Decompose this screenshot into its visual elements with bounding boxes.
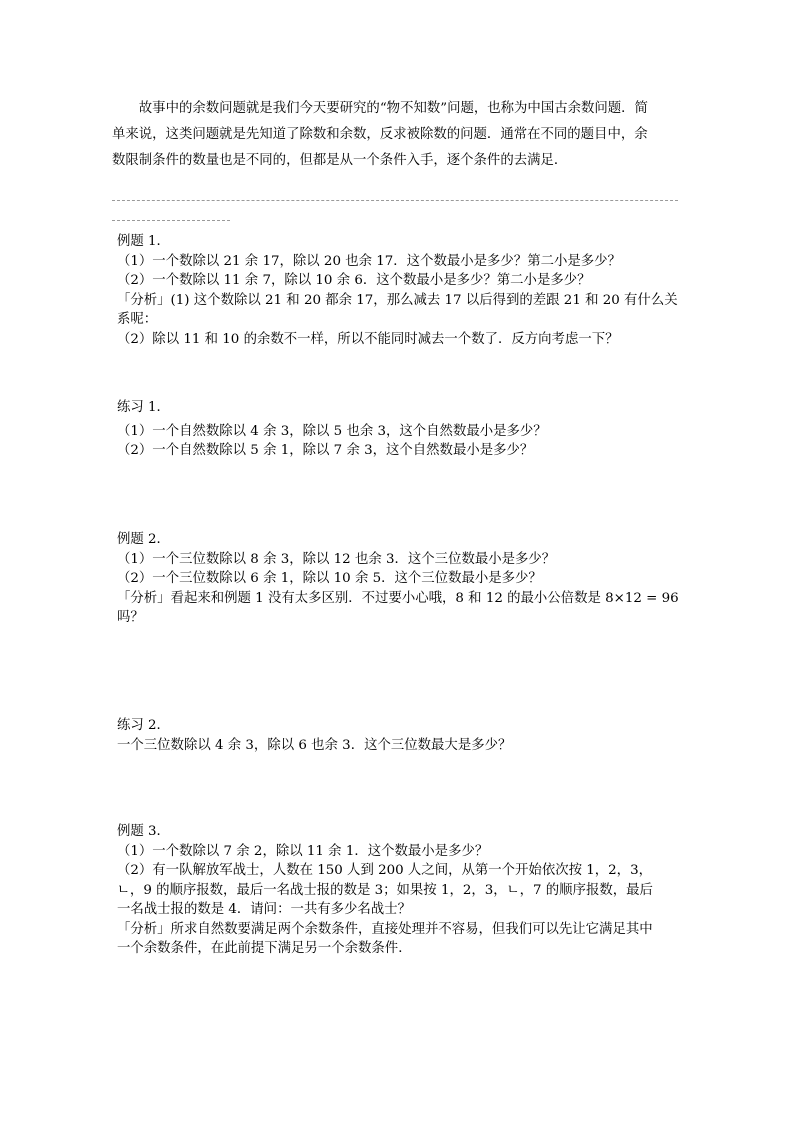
example-3-question-2-line-1: （2）有一队解放军战士，人数在 150 人到 200 人之间，从第一个开始依次按 1，2，3， bbox=[117, 863, 652, 878]
dashed-divider-short bbox=[112, 220, 230, 221]
practice-1-question-1: （1）一个自然数除以 4 余 3，除以 5 也余 3，这个自然数最小是多少？ bbox=[117, 423, 547, 439]
example-2-analysis-line-2: 吗？ bbox=[117, 610, 144, 625]
example-3-question-2-line-2: ㄴ，9 的顺序报数，最后一名战士报的数是 3；如果按 1，2，3，ㄴ，7 的顺序报数，最后 bbox=[117, 882, 653, 898]
practice-2-title: 练习 2． bbox=[117, 718, 170, 733]
practice-1-question-2: （2）一个自然数除以 5 余 1，除以 7 余 3，这个自然数最小是多少？ bbox=[117, 443, 534, 458]
practice-1-title: 练习 1． bbox=[117, 400, 170, 415]
example-1-analysis-line-1: 「分析」(1) 这个数除以 21 和 20 都余 17，那么减去 17 以后得到的差跟 21 和 20 有什么关 bbox=[117, 292, 678, 308]
example-3-analysis-line-2: 一个余数条件，在此前提下满足另一个余数条件． bbox=[117, 941, 412, 956]
practice-2-question-1: 一个三位数除以 4 余 3，除以 6 也余 3．这个三位数最大是多少？ bbox=[117, 737, 512, 753]
practice-1-section bbox=[117, 398, 687, 461]
practice-2-section bbox=[117, 716, 687, 755]
example-1-question-1: （1）一个数除以 21 余 17，除以 20 也余 17．这个数最小是多少？第二小是多少？ bbox=[117, 253, 621, 269]
example-2-analysis-line-1: 「分析」看起来和例题 1 没有太多区别．不过要小心哦，8 和 12 的最小公倍数是 8×12 = 96 bbox=[117, 590, 679, 606]
example-3-question-2-line-3: 一名战士报的数是 4．请问：一共有多少名战士？ bbox=[117, 902, 411, 917]
example-3-title: 例题 3． bbox=[117, 824, 170, 839]
example-1-title: 例题 1． bbox=[117, 234, 170, 249]
example-2-title: 例题 2． bbox=[117, 532, 170, 547]
example-1-analysis-line-2: 系呢： bbox=[117, 312, 158, 327]
intro-line-3: 数限制条件的数量也是不同的，但都是从一个条件入手，逐个条件的去满足． bbox=[112, 153, 568, 168]
example-2-section bbox=[117, 530, 687, 628]
example-3-analysis-line-1: 「分析」所求自然数要满足两个余数条件，直接处理并不容易，但我们可以先让它满足其中 bbox=[117, 921, 653, 937]
intro-paragraph bbox=[112, 96, 678, 174]
example-1-analysis-line-3: （2）除以 11 和 10 的余数不一样，所以不能同时减去一个数了．反方向考虑一下？ bbox=[117, 331, 619, 347]
example-2-question-2: （2）一个三位数除以 6 余 1，除以 10 余 5．这个三位数最小是多少？ bbox=[117, 571, 542, 586]
intro-line-2: 单来说，这类问题就是先知道了除数和余数，反求被除数的问题．通常在不同的题目中，余 bbox=[112, 127, 648, 142]
intro-line-1: 故事中的余数问题就是我们今天要研究的“物不知数”问题，也称为中国古余数问题．简 bbox=[138, 101, 648, 116]
example-1-section bbox=[117, 232, 687, 349]
example-3-question-1: （1）一个数除以 7 余 2，除以 11 余 1．这个数最小是多少？ bbox=[117, 843, 489, 859]
example-3-section bbox=[117, 822, 687, 959]
example-2-question-1: （1）一个三位数除以 8 余 3，除以 12 也余 3．这个三位数最小是多少？ bbox=[117, 551, 556, 567]
dashed-divider bbox=[112, 200, 678, 201]
example-1-question-2: （2）一个数除以 11 余 7，除以 10 余 6．这个数最小是多少？第二小是多少？ bbox=[117, 273, 591, 288]
